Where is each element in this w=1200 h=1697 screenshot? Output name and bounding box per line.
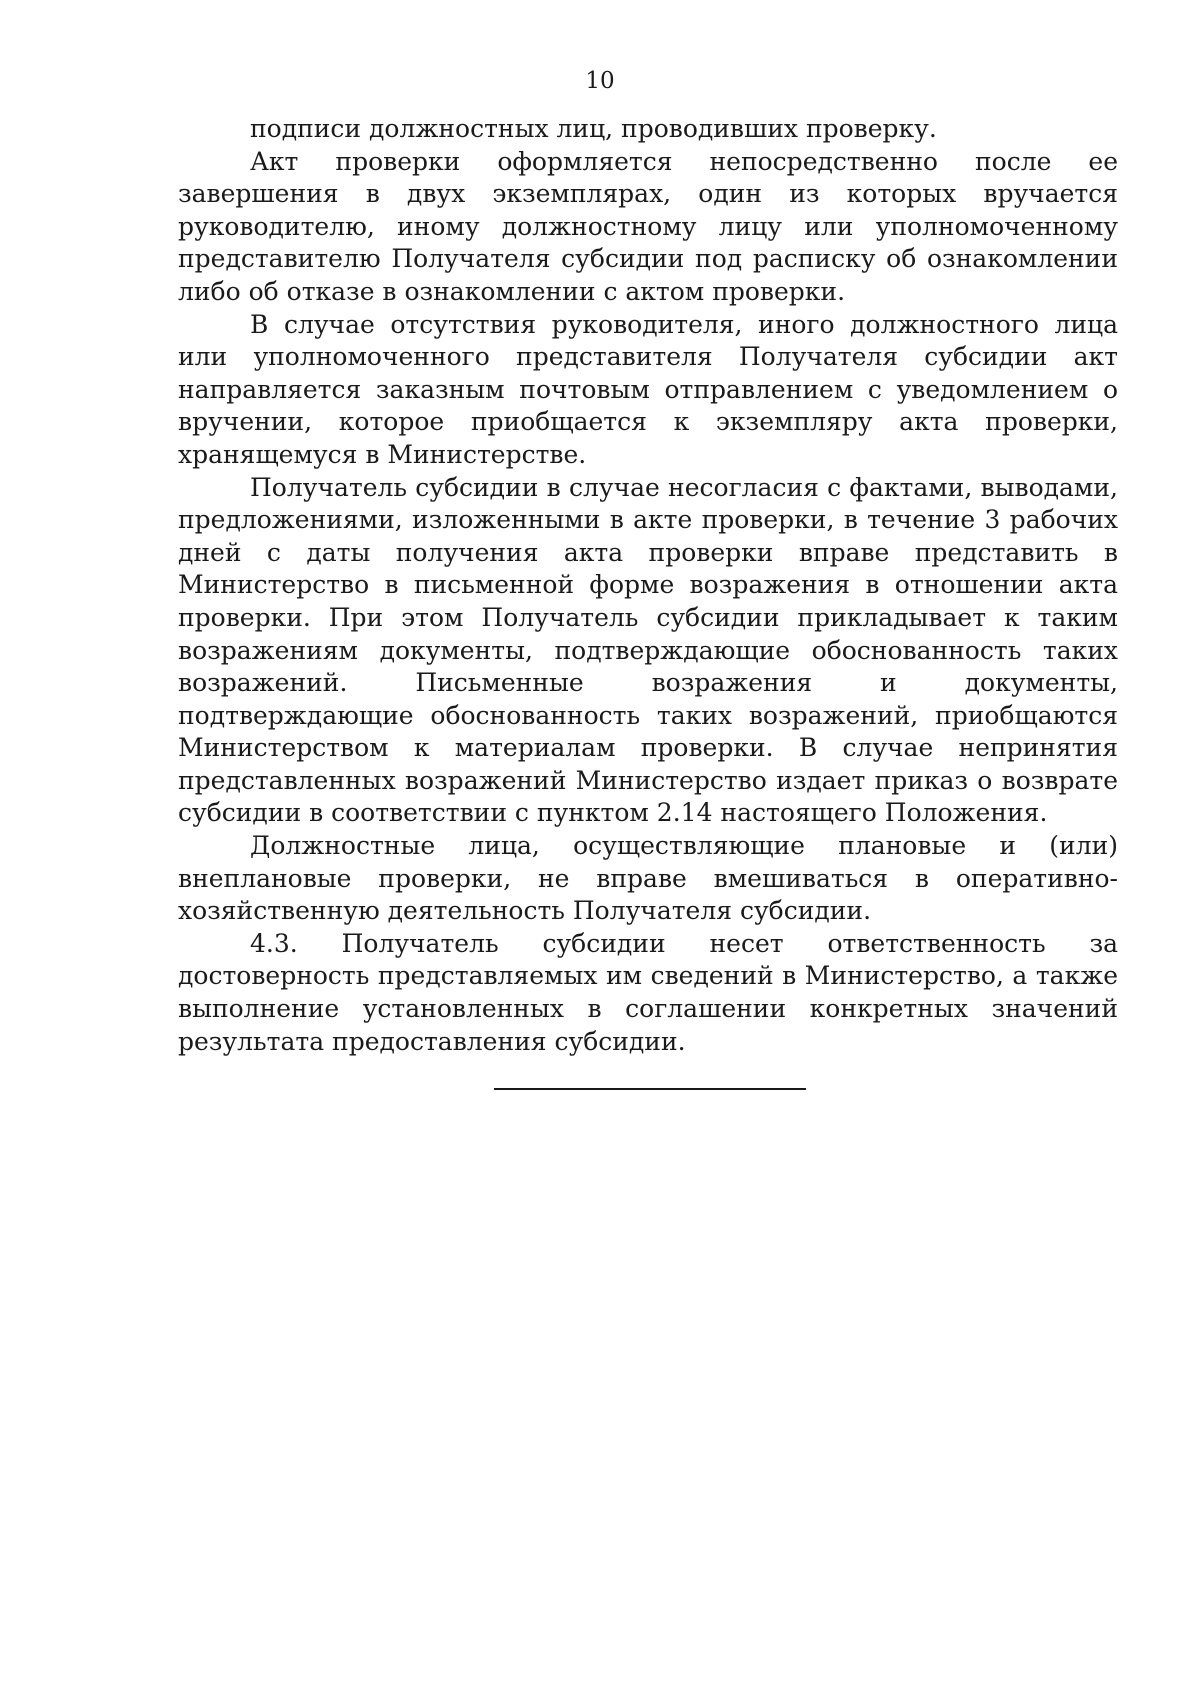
end-separator-line [494,1088,806,1090]
page-number: 10 [585,68,615,94]
paragraph-inspection-act: Акт проверки оформляется непосредственно после ее завершения в двух экземплярах, один из которых вручается руководителю, иному должностному лицу или уполномоченному представителю Получателя субсидии под расписку об ознакомлении либо об отказе в ознакомлении с актом проверки. [178,146,1118,306]
paragraph-signatures: подписи должностных лиц, проводивших проверку. [250,114,937,143]
paragraph-objections: Получатель субсидии в случае несогласия с фактами, выводами, предложениями, изложенными в акте проверки, в течение 3 рабочих дней с даты получения акта проверки вправе представить в Министерство в письменной форме возражения в отношении акта проверки. При этом Получатель субсидии прикладывает к таким возражениям документы, подтверждающие обоснованность таких возражений. Письменные возражения и документы, подтверждающие обоснованность таких возражений, приобщаются Министерством к материалам проверки. В случае непринятия представленных возражений Министерство издает приказ о возврате субсидии в соответствии с пунктом 2.14 настоящего Положения. [178,472,1118,828]
paragraph-4-3-responsibility: 4.3. Получатель субсидии несет ответственность за достоверность представляемых им сведений в Министерство, а также выполнение установленных в соглашении конкретных значений результата предоставления субсидии. [178,928,1118,1056]
document-body [178,113,1118,1058]
paragraph-officials: Должностные лица, осуществляющие плановые и (или) внеплановые проверки, не вправе вмешиваться в оперативно-хозяйственную деятельность Получателя субсидии. [178,831,1118,926]
paragraph-absence-of-head: В случае отсутствия руководителя, иного должностного лица или уполномоченного представителя Получателя субсидии акт направляется заказным почтовым отправлением с уведомлением о вручении, которое приобщается к экземпляру акта проверки, хранящемуся в Министерстве. [178,309,1118,469]
